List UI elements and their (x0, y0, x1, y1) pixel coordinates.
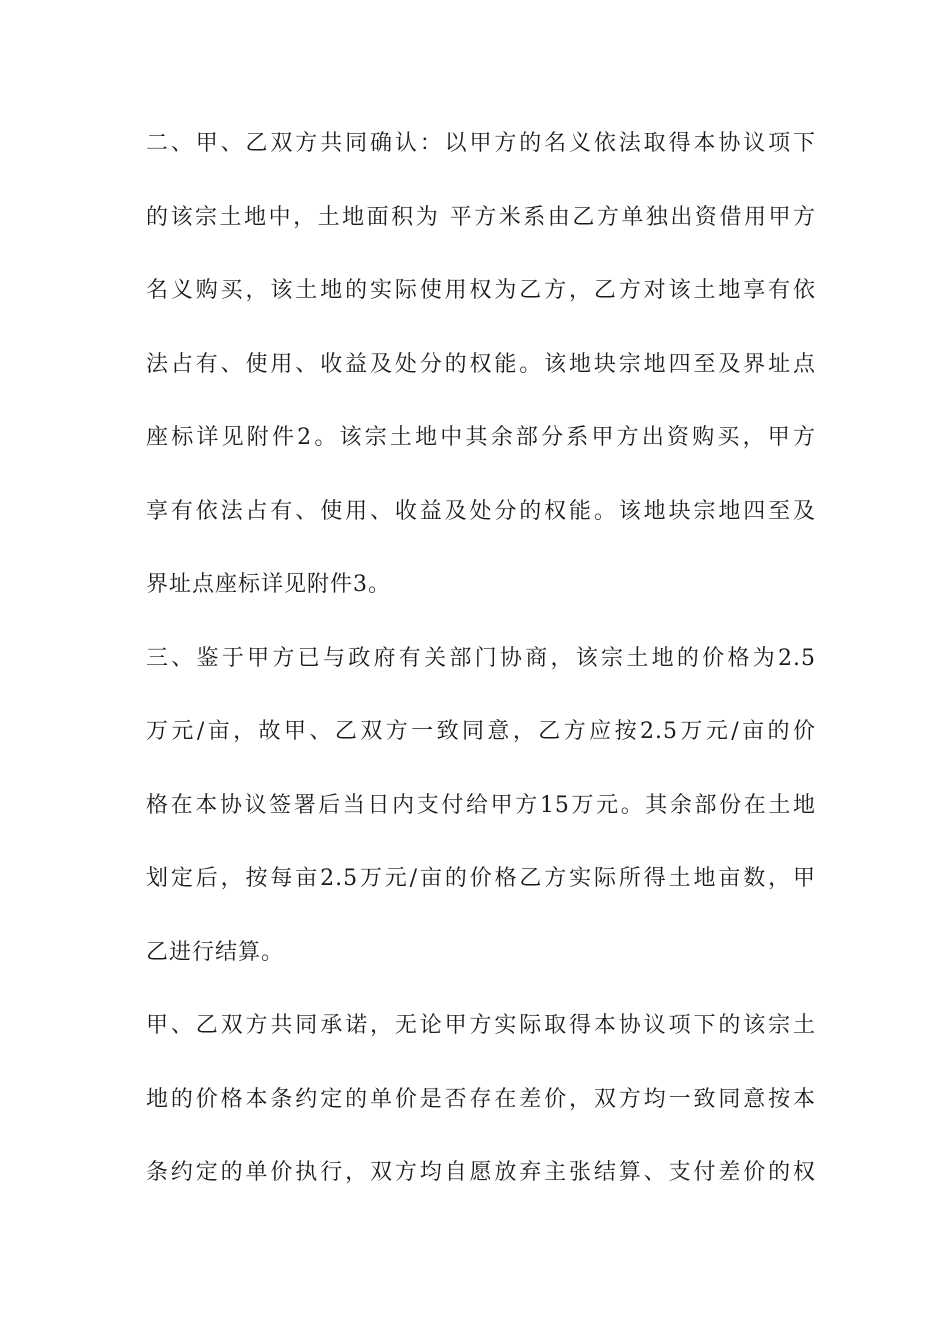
text-line-1: 二、甲、乙双方共同确认：以甲方的名义依法取得本协议项下 (146, 131, 816, 156)
text-line-4: 法占有、使用、收益及处分的权能。该地块宗地四至及界址点 (146, 351, 816, 377)
text-line-2: 的该宗土地中，土地面积为 平方米系由乙方单独出资借用甲方 (146, 204, 816, 230)
text-line-3: 名义购买，该土地的实际使用权为乙方，乙方对该土地享有依 (146, 278, 816, 303)
text-line-12: 乙进行结算。 (146, 939, 285, 965)
text-line-8: 三、鉴于甲方已与政府有关部门协商，该宗土地的价格为2.5 (146, 645, 816, 671)
text-line-7: 界址点座标详见附件3。 (146, 572, 391, 597)
document-body (146, 124, 816, 1227)
text-line-9: 万元/亩，故甲、乙双方一致同意，乙方应按2.5万元/亩的价 (146, 719, 816, 744)
text-line-5: 座标详见附件2。该宗土地中其余部分系甲方出资购买，甲方 (146, 425, 816, 450)
text-line-11: 划定后，按每亩2.5万元/亩的价格乙方实际所得土地亩数，甲 (146, 866, 816, 891)
text-line-15: 条约定的单价执行，双方均自愿放弃主张结算、支付差价的权 (146, 1160, 816, 1185)
text-line-10: 格在本协议签署后当日内支付给甲方15万元。其余部份在土地 (146, 792, 816, 818)
text-line-13: 甲、乙双方共同承诺，无论甲方实际取得本协议项下的该宗土 (146, 1013, 816, 1038)
text-line-14: 地的价格本条约定的单价是否存在差价，双方均一致同意按本 (146, 1086, 816, 1112)
text-line-6: 享有依法占有、使用、收益及处分的权能。该地块宗地四至及 (146, 498, 816, 524)
